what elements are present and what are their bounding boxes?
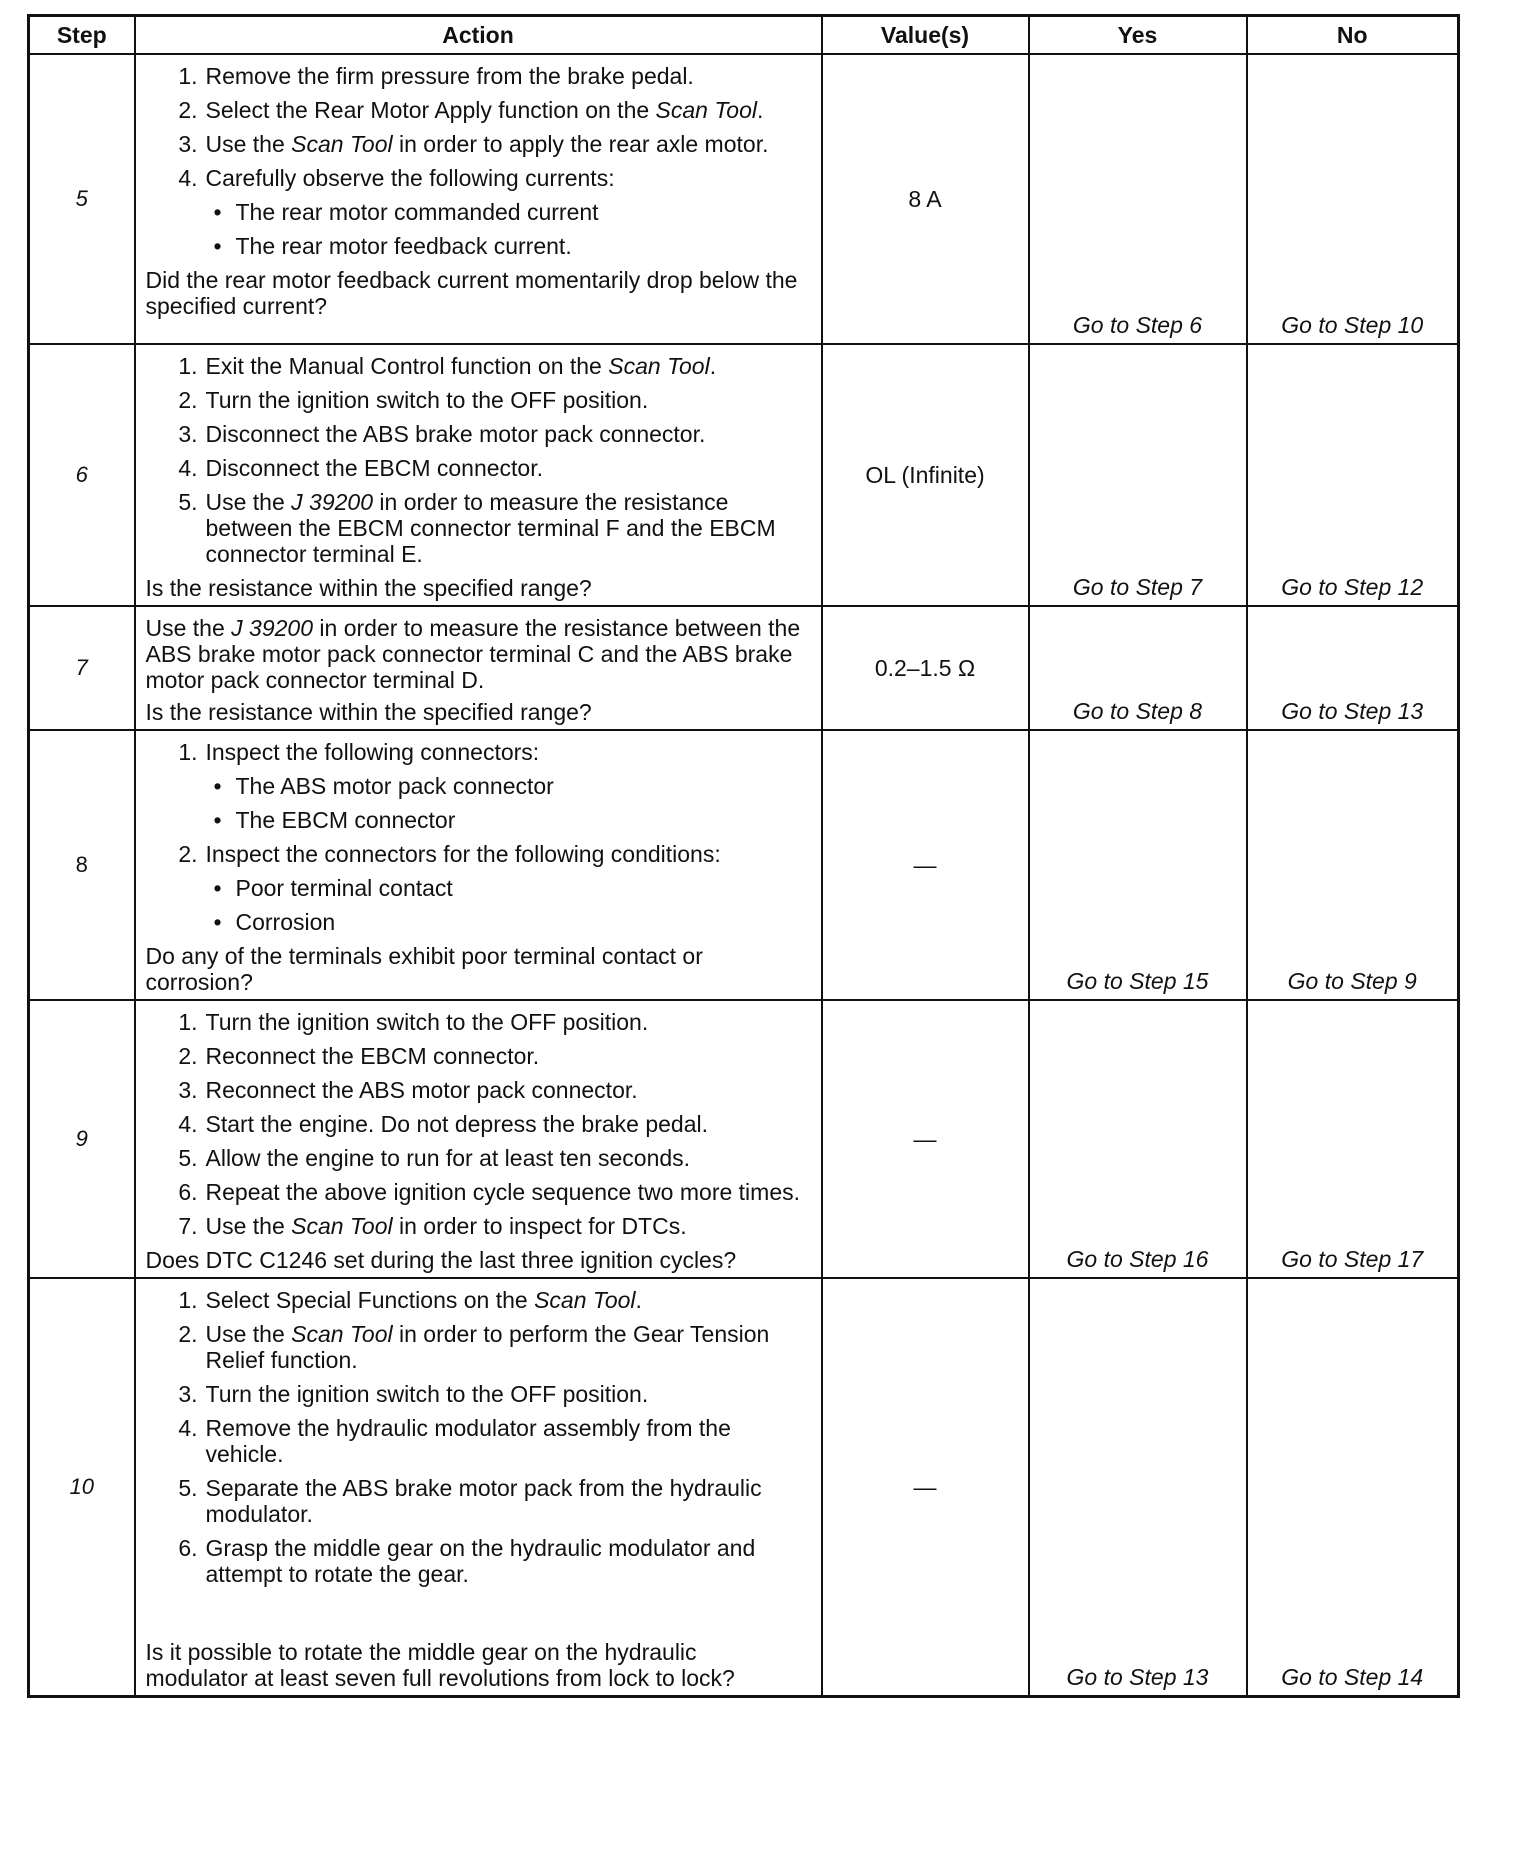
action-cell xyxy=(135,54,822,344)
action-item: Start the engine. Do not depress the brake pedal. xyxy=(205,1111,708,1137)
bullet-item: • Corrosion xyxy=(236,909,801,935)
yes-cell: Go to Step 6 xyxy=(1029,54,1247,344)
bullet-item: • The ABS motor pack connector xyxy=(236,773,801,799)
diagnostic-table xyxy=(27,14,1460,1698)
action-item: Reconnect the ABS motor pack connector. xyxy=(205,1077,638,1103)
table-row xyxy=(29,54,1459,344)
action-item: Reconnect the EBCM connector. xyxy=(205,1043,540,1069)
bullet-item: • Poor terminal contact xyxy=(236,875,801,901)
action-question: Is it possible to rotate the middle gear on the hydraulic modulator at least seven full revolutions from lock to lock? xyxy=(145,1639,735,1691)
action-item: Remove the firm pressure from the brake pedal. xyxy=(205,63,694,89)
action-question: Is the resistance within the specified range? xyxy=(145,575,592,601)
header-value: Value(s) xyxy=(822,16,1029,55)
table-row xyxy=(29,1000,1459,1278)
step-number: 8 xyxy=(29,730,135,1000)
action-item: Turn the ignition switch to the OFF position. xyxy=(205,1381,649,1407)
value-cell: — xyxy=(822,730,1029,1000)
value-cell: 8 A xyxy=(822,54,1029,344)
action-cell xyxy=(135,730,822,1000)
action-item: Carefully observe the following currents: • The rear motor commanded current • The rear motor feedback current. xyxy=(206,165,801,259)
action-cell xyxy=(135,1278,822,1697)
step-number: 5 xyxy=(29,54,135,344)
value-cell: 0.2–1.5 Ω xyxy=(822,606,1029,730)
header-no: No xyxy=(1247,16,1459,55)
value-cell: — xyxy=(822,1278,1029,1697)
action-item: Remove the hydraulic modulator assembly from the vehicle. xyxy=(205,1415,731,1467)
bullet-item: • The rear motor feedback current. xyxy=(236,233,801,259)
header-row xyxy=(29,16,1459,55)
action-item: Select the Rear Motor Apply function on the Scan Tool. xyxy=(205,97,764,123)
action-item: Disconnect the ABS brake motor pack connector. xyxy=(205,421,706,447)
step-number: 10 xyxy=(29,1278,135,1697)
header-step: Step xyxy=(29,16,135,55)
action-item: Turn the ignition switch to the OFF position. xyxy=(205,1009,649,1035)
step-number: 6 xyxy=(29,344,135,606)
action-cell xyxy=(135,344,822,606)
action-item: Use the Scan Tool in order to apply the rear axle motor. xyxy=(205,131,769,157)
action-question: Did the rear motor feedback current momentarily drop below the specified current? xyxy=(145,267,798,319)
action-item: Use the Scan Tool in order to perform the Gear Tension Relief function. xyxy=(205,1321,770,1373)
table-row xyxy=(29,1278,1459,1697)
action-paragraph: Use the J 39200 in order to measure the resistance between the ABS brake motor pack connector terminal C and the ABS brake motor pack connector terminal D. xyxy=(145,615,801,693)
action-question: Do any of the terminals exhibit poor terminal contact or corrosion? xyxy=(145,943,703,995)
action-question: Does DTC C1246 set during the last three ignition cycles? xyxy=(145,1247,737,1273)
table-row xyxy=(29,606,1459,730)
action-item: Turn the ignition switch to the OFF position. xyxy=(205,387,649,413)
yes-cell: Go to Step 15 xyxy=(1029,730,1247,1000)
action-item: Inspect the connectors for the following conditions: • Poor terminal contact • Corrosion xyxy=(206,841,801,935)
no-cell: Go to Step 9 xyxy=(1247,730,1459,1000)
action-item: Grasp the middle gear on the hydraulic modulator and attempt to rotate the gear. xyxy=(205,1535,756,1587)
action-item: Repeat the above ignition cycle sequence two more times. xyxy=(205,1179,800,1205)
no-cell: Go to Step 10 xyxy=(1247,54,1459,344)
yes-cell: Go to Step 8 xyxy=(1029,606,1247,730)
action-item: Inspect the following connectors: • The ABS motor pack connector • The EBCM connector xyxy=(206,739,801,833)
action-item: Exit the Manual Control function on the Scan Tool. xyxy=(205,353,717,379)
no-cell: Go to Step 17 xyxy=(1247,1000,1459,1278)
action-cell xyxy=(135,1000,822,1278)
step-number: 7 xyxy=(29,606,135,730)
header-action: Action xyxy=(135,16,822,55)
value-cell: OL (Infinite) xyxy=(822,344,1029,606)
yes-cell: Go to Step 7 xyxy=(1029,344,1247,606)
table-row xyxy=(29,730,1459,1000)
header-yes: Yes xyxy=(1029,16,1247,55)
no-cell: Go to Step 14 xyxy=(1247,1278,1459,1697)
bullet-item: • The EBCM connector xyxy=(236,807,801,833)
value-cell: — xyxy=(822,1000,1029,1278)
action-item: Use the J 39200 in order to measure the resistance between the EBCM connector terminal F and the EBCM connector terminal E. xyxy=(205,489,776,567)
bullet-item: • The rear motor commanded current xyxy=(236,199,801,225)
action-item: Disconnect the EBCM connector. xyxy=(205,455,543,481)
no-cell: Go to Step 13 xyxy=(1247,606,1459,730)
yes-cell: Go to Step 16 xyxy=(1029,1000,1247,1278)
action-cell xyxy=(135,606,822,730)
action-item: Use the Scan Tool in order to inspect for DTCs. xyxy=(205,1213,687,1239)
action-question: Is the resistance within the specified range? xyxy=(145,699,592,725)
action-item: Separate the ABS brake motor pack from the hydraulic modulator. xyxy=(205,1475,762,1527)
step-number: 9 xyxy=(29,1000,135,1278)
table-row xyxy=(29,344,1459,606)
action-item: Allow the engine to run for at least ten seconds. xyxy=(205,1145,691,1171)
yes-cell: Go to Step 13 xyxy=(1029,1278,1247,1697)
action-item: Select Special Functions on the Scan Tool. xyxy=(205,1287,642,1313)
no-cell: Go to Step 12 xyxy=(1247,344,1459,606)
